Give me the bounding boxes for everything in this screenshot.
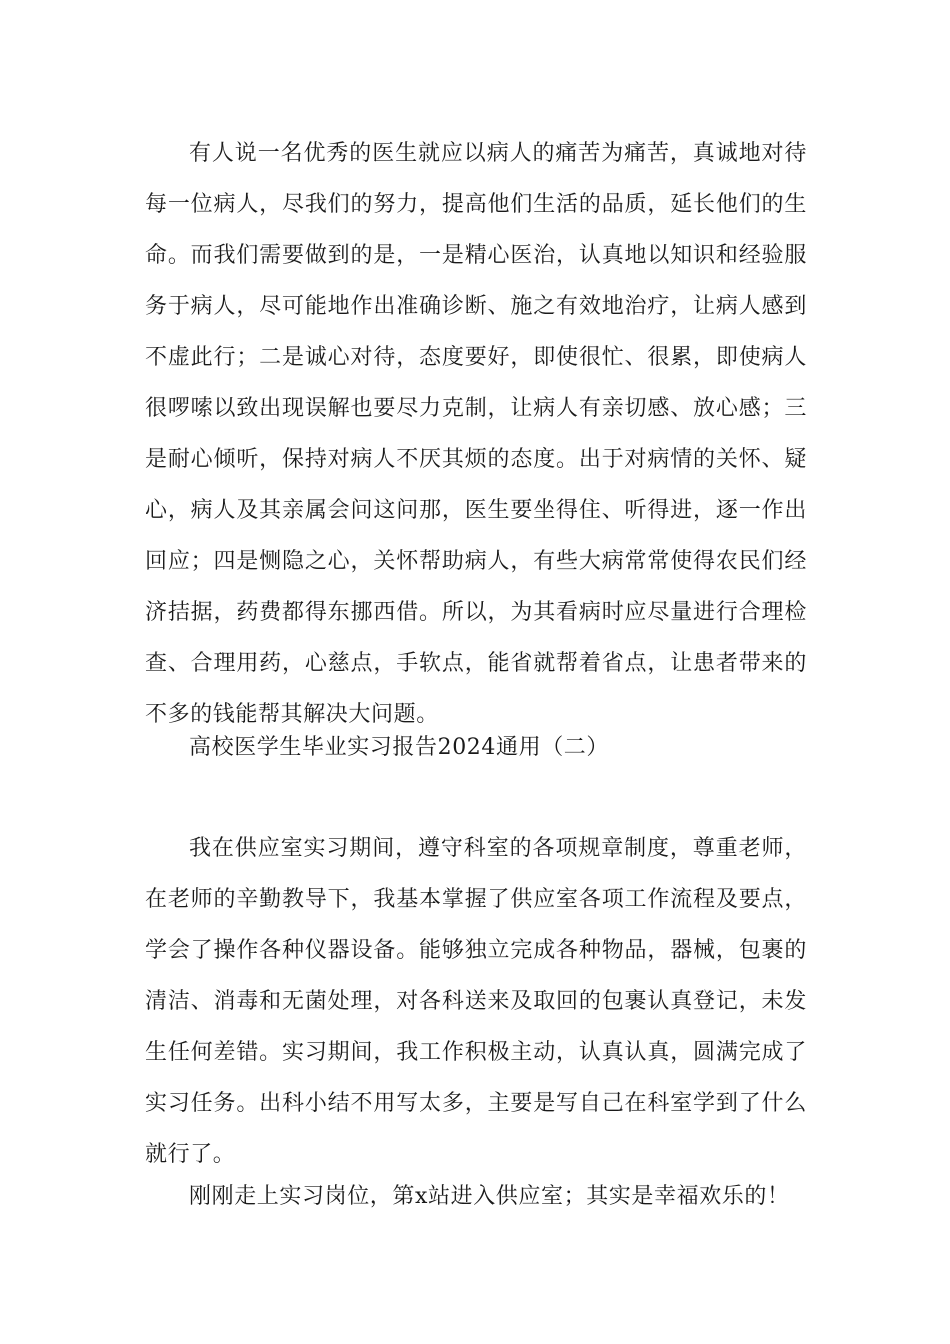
section-heading: 高校医学生毕业实习报告2024通用（二）	[189, 735, 609, 760]
paragraph-doctor-duties: 有人说一名优秀的医生就应以病人的痛苦为痛苦，真诚地对待每一位病人，尽我们的努力，提高他们生活的品质，延长他们的生命。而我们需要做到的是，一是精心医治，认真地以知识和经验服务于病人，尽可能地作出准确诊断、施之有效地治疗，让病人感到不虚此行；二是诚心对待，态度要好，即使很忙、很累，即使病人很啰嗦以致出现误解也要尽力克制，让病人有亲切感、放心感；三是耐心倾听，保持对病人不厌其烦的态度。出于对病情的关怀、疑心，病人及其亲属会问这问那，医生要坐得住、听得进，逐一作出回应；四是恻隐之心，关怀帮助病人，有些大病常常使得农民们经济拮据，药费都得东挪西借。所以，为其看病时应尽量进行合理检查、合理用药，心慈点，手软点，能省就帮着省点，让患者带来的不多的钱能帮其解决大问题。	[145, 141, 807, 727]
paragraph-supply-room-internship: 我在供应室实习期间，遵守科室的各项规章制度，尊重老师，在老师的辛勤教导下，我基本掌握了供应室各项工作流程及要点，学会了操作各种仪器设备。能够独立完成各种物品，器械，包裹的清洁、消毒和无菌处理，对各科送来及取回的包裹认真登记，未发生任何差错。实习期间，我工作积极主动，认真认真，圆满完成了实习任务。出科小结不用写太多，主要是写自己在科室学到了什么就行了。	[145, 836, 807, 1167]
paragraph-first-station: 刚刚走上实习岗位，第x站进入供应室；其实是幸福欢乐的！	[189, 1184, 790, 1209]
